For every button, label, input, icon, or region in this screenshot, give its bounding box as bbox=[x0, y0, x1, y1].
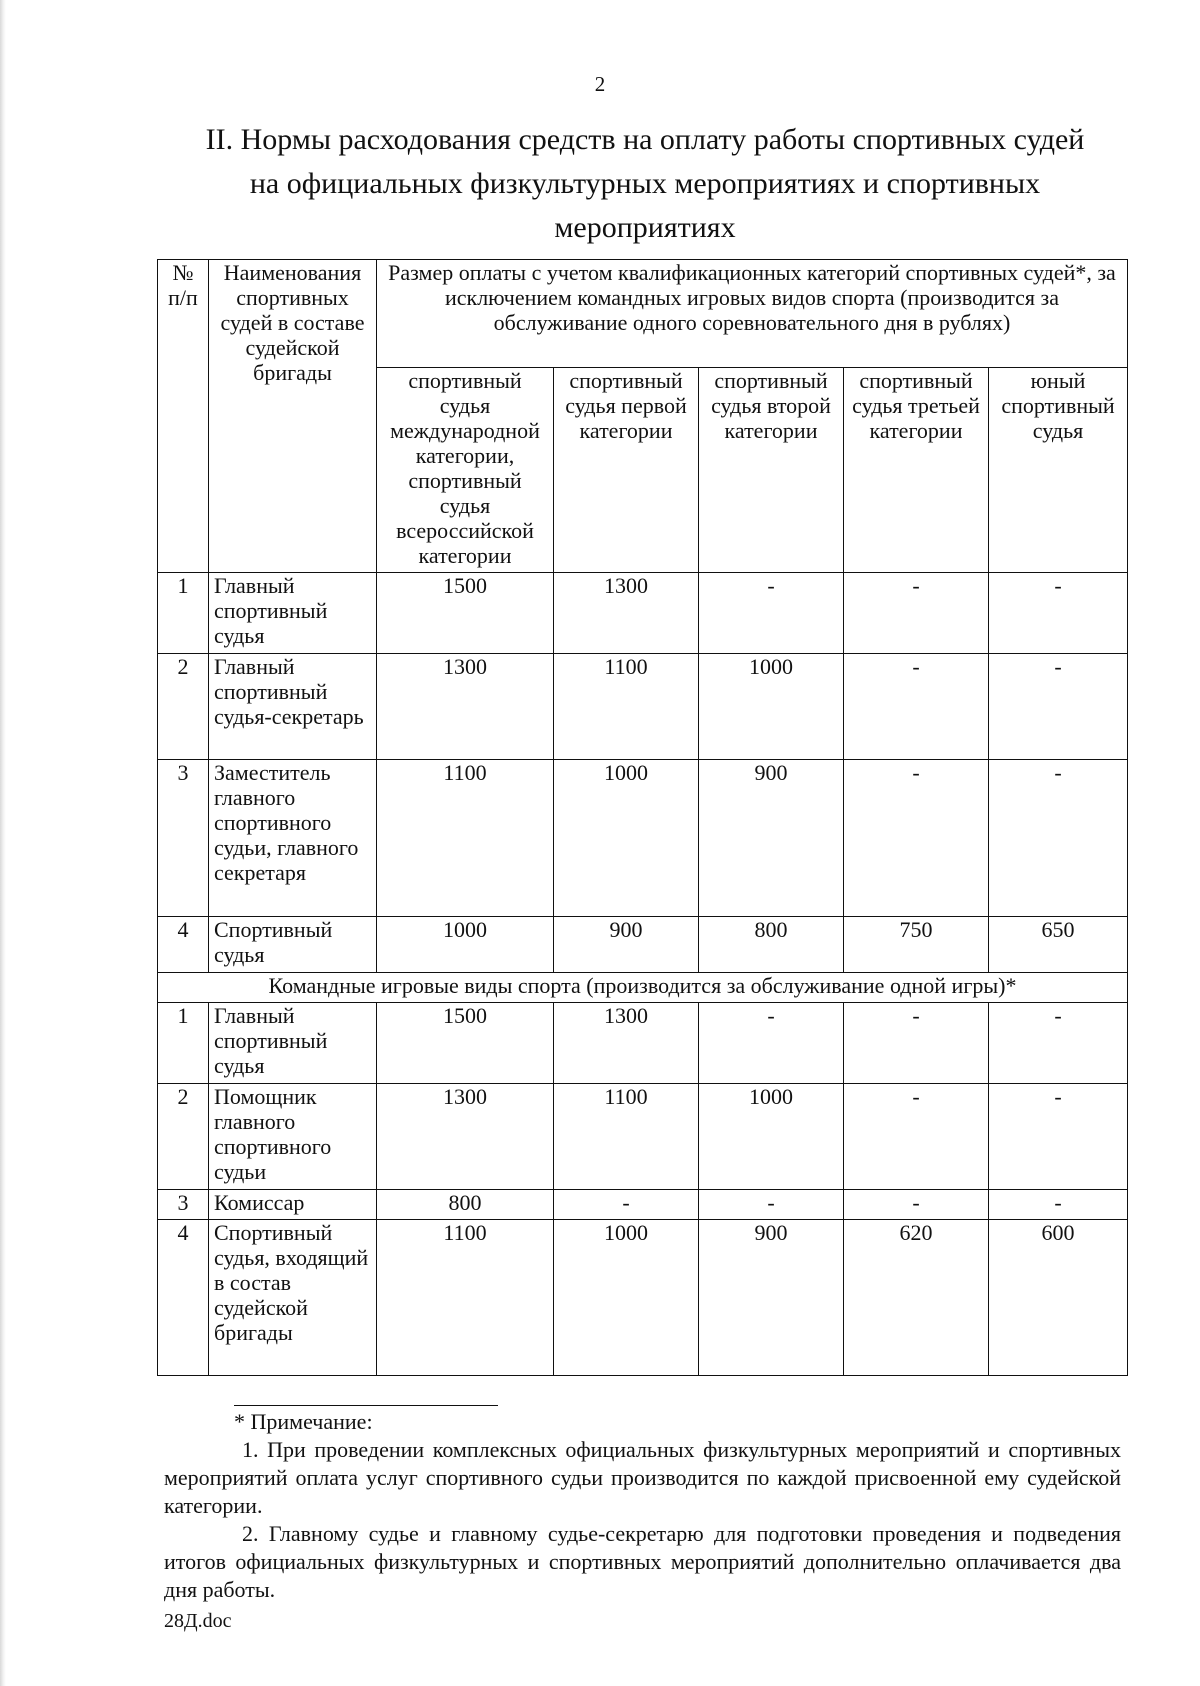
row-value: 1100 bbox=[554, 1084, 699, 1190]
row-num: 2 bbox=[158, 1084, 209, 1190]
row-value: 1100 bbox=[554, 654, 699, 760]
table-row bbox=[158, 1220, 1128, 1376]
row-num: 1 bbox=[158, 573, 209, 654]
row-value: 620 bbox=[844, 1220, 989, 1376]
row-value: 1000 bbox=[554, 1220, 699, 1376]
col-header-category: спортивный судья третьей категории bbox=[844, 368, 989, 573]
table-row bbox=[158, 654, 1128, 760]
col-header-category: спортивный судья международной категории, спортивный судья всероссийской категории bbox=[377, 368, 554, 573]
row-value: - bbox=[844, 1084, 989, 1190]
row-value: - bbox=[844, 573, 989, 654]
row-num: 4 bbox=[158, 917, 209, 973]
row-name: Помощник главного спортивного судьи bbox=[209, 1084, 377, 1190]
row-value: - bbox=[844, 654, 989, 760]
table-row bbox=[158, 573, 1128, 654]
footnote-separator bbox=[234, 1405, 498, 1406]
row-value: 600 bbox=[989, 1220, 1128, 1376]
row-value: 1000 bbox=[699, 654, 844, 760]
row-value: 800 bbox=[377, 1190, 554, 1220]
col-header-category: спортивный судья второй категории bbox=[699, 368, 844, 573]
col-header-payment: Размер оплаты с учетом квалификационных категорий спортивных судей*, за исключением командных игровых видов спорта (производится за обслуживание одного соревновательного дня в рублях) bbox=[377, 260, 1128, 368]
table-row bbox=[158, 760, 1128, 917]
footnote-label: * Примечание: bbox=[234, 1409, 373, 1434]
row-value: - bbox=[844, 1190, 989, 1220]
row-name: Комиссар bbox=[209, 1190, 377, 1220]
row-value: - bbox=[554, 1190, 699, 1220]
row-name: Спортивный судья bbox=[209, 917, 377, 973]
section-title bbox=[150, 118, 1140, 250]
footnote-item: 2. Главному судье и главному судье-секретарю для подготовки проведения и подведения итогов официальных физкультурных и спортивных мероприятий дополнительно оплачивается два дня работы. bbox=[164, 1521, 1121, 1602]
title-line: II. Нормы расходования средств на оплату работы спортивных судей bbox=[205, 123, 1085, 156]
row-value: - bbox=[844, 1003, 989, 1084]
team-section-title: Командные игровые виды спорта (производится за обслуживание одной игры)* bbox=[158, 973, 1128, 1003]
row-name: Главный спортивный судья bbox=[209, 1003, 377, 1084]
team-section-row bbox=[158, 973, 1128, 1003]
row-value: - bbox=[989, 573, 1128, 654]
col-header-name: Наименования спортивных судей в составе судейской бригады bbox=[209, 260, 377, 573]
row-value: - bbox=[989, 654, 1128, 760]
row-name: Главный спортивный судья bbox=[209, 573, 377, 654]
row-value: - bbox=[989, 1190, 1128, 1220]
row-value: 1000 bbox=[554, 760, 699, 917]
row-value: 1300 bbox=[377, 1084, 554, 1190]
row-value: 800 bbox=[699, 917, 844, 973]
row-value: - bbox=[699, 1190, 844, 1220]
row-num: 2 bbox=[158, 654, 209, 760]
row-num: 3 bbox=[158, 1190, 209, 1220]
row-value: 750 bbox=[844, 917, 989, 973]
table-row bbox=[158, 1084, 1128, 1190]
col-header-category: спортивный судья первой категории bbox=[554, 368, 699, 573]
table-row bbox=[158, 917, 1128, 973]
header-row bbox=[158, 260, 1128, 368]
table-row bbox=[158, 1190, 1128, 1220]
row-value: 900 bbox=[554, 917, 699, 973]
row-name: Спортивный судья, входящий в состав судейской бригады bbox=[209, 1220, 377, 1376]
row-value: - bbox=[989, 760, 1128, 917]
row-name: Главный спортивный судья-секретарь bbox=[209, 654, 377, 760]
footnotes bbox=[164, 1405, 1121, 1604]
row-value: 900 bbox=[699, 1220, 844, 1376]
row-value: 1500 bbox=[377, 573, 554, 654]
row-value: - bbox=[699, 1003, 844, 1084]
row-num: 4 bbox=[158, 1220, 209, 1376]
row-value: 1000 bbox=[699, 1084, 844, 1190]
row-name: Заместитель главного спортивного судьи, главного секретаря bbox=[209, 760, 377, 917]
row-value: - bbox=[844, 760, 989, 917]
col-header-category: юный спортивный судья bbox=[989, 368, 1128, 573]
row-value: 1300 bbox=[554, 1003, 699, 1084]
row-num: 3 bbox=[158, 760, 209, 917]
scan-edge bbox=[0, 0, 6, 1686]
col-header-num: № п/п bbox=[158, 260, 209, 573]
row-num: 1 bbox=[158, 1003, 209, 1084]
page-number: 2 bbox=[594, 72, 606, 96]
row-value: - bbox=[699, 573, 844, 654]
row-value: 1500 bbox=[377, 1003, 554, 1084]
title-line: мероприятиях bbox=[554, 211, 736, 244]
row-value: 1300 bbox=[554, 573, 699, 654]
payment-norms-table bbox=[157, 259, 1128, 1376]
row-value: 1300 bbox=[377, 654, 554, 760]
row-value: 1100 bbox=[377, 760, 554, 917]
row-value: 1100 bbox=[377, 1220, 554, 1376]
row-value: 650 bbox=[989, 917, 1128, 973]
row-value: 1000 bbox=[377, 917, 554, 973]
table-row bbox=[158, 1003, 1128, 1084]
title-line: на официальных физкультурных мероприятиях и спортивных bbox=[249, 167, 1041, 200]
footnote-item: 1. При проведении комплексных официальных физкультурных мероприятий и спортивных мероприятий оплата услуг спортивного судьи производится по каждой присвоенной ему судейской категории. bbox=[164, 1437, 1121, 1518]
row-value: 900 bbox=[699, 760, 844, 917]
row-value: - bbox=[989, 1084, 1128, 1190]
row-value: - bbox=[989, 1003, 1128, 1084]
file-name: 28Д.doc bbox=[164, 1610, 232, 1632]
